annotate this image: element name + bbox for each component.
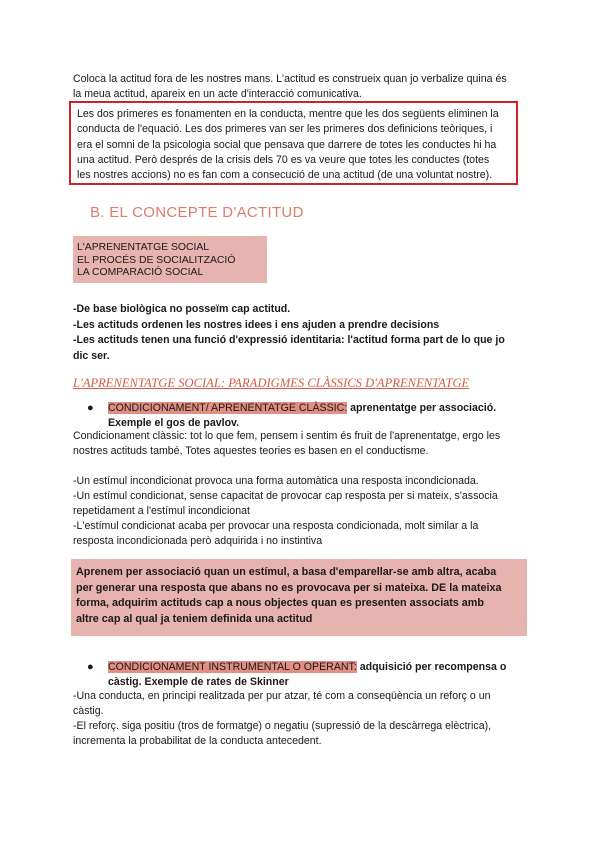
bullet-dot-icon: ●	[87, 402, 94, 414]
bullet-dot-icon: ●	[87, 661, 94, 673]
paragraph-line: Condicionament clàssic: tot lo que fem, pensem i sentim és fruit de l'aprenentatge, ergo les	[73, 430, 501, 442]
summary-line: forma, adquirim actituds cap a nous objectes quan es presenten associats amb	[76, 597, 485, 610]
note-line: una actitud. Però després de la crisis dels 70 es va veure que totes les conductes (totes	[77, 153, 490, 166]
paragraph-line: -El reforç. siga positiu (tros de formatge) o negatiu (supressió de la descàrrega elèctrica),	[73, 720, 492, 732]
note-line: era el somni de la psicologia social que pensava que darrere de totes les conductes hi ha	[77, 138, 497, 151]
paragraph-line: repetidament a l'estímul incondicionat	[73, 505, 250, 517]
topic-item: EL PROCÉS DE SOCIALITZACIÓ	[77, 254, 236, 266]
note-line: conducta de l'equació. Les dos primeres van ser les primeres dos definicions teòriques, i	[77, 123, 493, 136]
reinforcement-paragraph	[73, 689, 527, 749]
key-point: dic ser.	[73, 349, 110, 362]
paragraph-line: -Un estímul condicionat, sense capacitat de provocar cap resposta per si mateix, s'associa	[73, 490, 498, 502]
bullet-text-line2: Exemple el gos de pavlov.	[108, 417, 240, 429]
note-line: Les dos primeres es fonamenten en la conducta, mentre que les dos següents eliminen la	[77, 108, 499, 120]
intro-line: la meua actitud, apareix en un acte d'interacció comunicativa.	[73, 88, 362, 100]
bullet-text-line2: càstig. Exemple de rates de Skinner	[108, 676, 289, 688]
key-point: -Les actituds tenen una funció d'expressió identitaria: l'actitud forma part de lo que jo	[73, 334, 505, 346]
highlighted-term: CONDICIONAMENT INSTRUMENTAL O OPERANT:	[108, 661, 357, 673]
bullet-operant-conditioning	[73, 660, 527, 690]
topic-item: LA COMPARACIÓ SOCIAL	[77, 267, 204, 278]
bullet-text: adquisició per recompensa o	[356, 661, 507, 673]
summary-line: per generar una resposta que abans no es provocava per si mateixa. DE la mateixa	[76, 581, 502, 594]
section-heading: B. EL CONCEPTE D'ACTITUD	[90, 204, 304, 221]
paragraph-line: incrementa la probabilitat de la conducta antecedent.	[73, 735, 322, 747]
classic-paragraph	[73, 429, 527, 459]
note-line: les nostres accions) no es fan com a consecució de una actitud (de una voluntat nostre).	[77, 169, 493, 182]
topic-item: L'APRENENTATGE SOCIAL	[77, 242, 210, 253]
key-point: -Les actituds ordenen les nostres idees i ens ajuden a prendre decisions	[73, 318, 440, 331]
summary-line: Aprenem per associació quan un estímul, a basa d'emparellar-se amb altra, acaba	[76, 566, 497, 578]
subheading: L'APRENENTATGE SOCIAL: PARADIGMES CLÀSSICS D'APRENENTATGE	[73, 376, 470, 390]
bullet-classical-conditioning	[73, 401, 527, 431]
key-points	[73, 302, 527, 364]
bullet-text: aprenentatge per associació.	[347, 402, 497, 414]
association-summary-box	[71, 559, 527, 636]
paragraph-line: -Una conducta, en principi realitzada per pur atzar, té com a conseqüència un reforç o un	[73, 690, 491, 702]
key-point: -De base biològica no posseïm cap actitud.	[73, 303, 291, 315]
paragraph-line: nostres actituds també, Totes aquestes teories es basen en el conductisme.	[73, 445, 429, 457]
intro-paragraph	[73, 72, 527, 102]
paragraph-line: -L'estímul condicionat acaba per provocar una resposta condicionada, molt similar a la	[73, 520, 479, 532]
intro-line: Coloca la actitud fora de les nostres mans. L'actitud es construeix quan jo verbalize quina és	[73, 73, 507, 85]
highlighted-term: CONDICIONAMENT/ APRENENTATGE CLÀSSIC:	[108, 402, 348, 414]
red-bordered-note	[69, 101, 518, 185]
paragraph-line: -Un estímul incondicionat provoca una forma automàtica una resposta incondicionada.	[73, 475, 479, 487]
paragraph-line: resposta incondicionada però adquirida i no instintiva	[73, 535, 323, 547]
topics-box	[73, 236, 267, 283]
stimulus-paragraph	[73, 474, 527, 549]
summary-line: altre cap al qual ja teniem definida una actitud	[76, 612, 313, 625]
paragraph-line: càstig.	[73, 705, 104, 717]
